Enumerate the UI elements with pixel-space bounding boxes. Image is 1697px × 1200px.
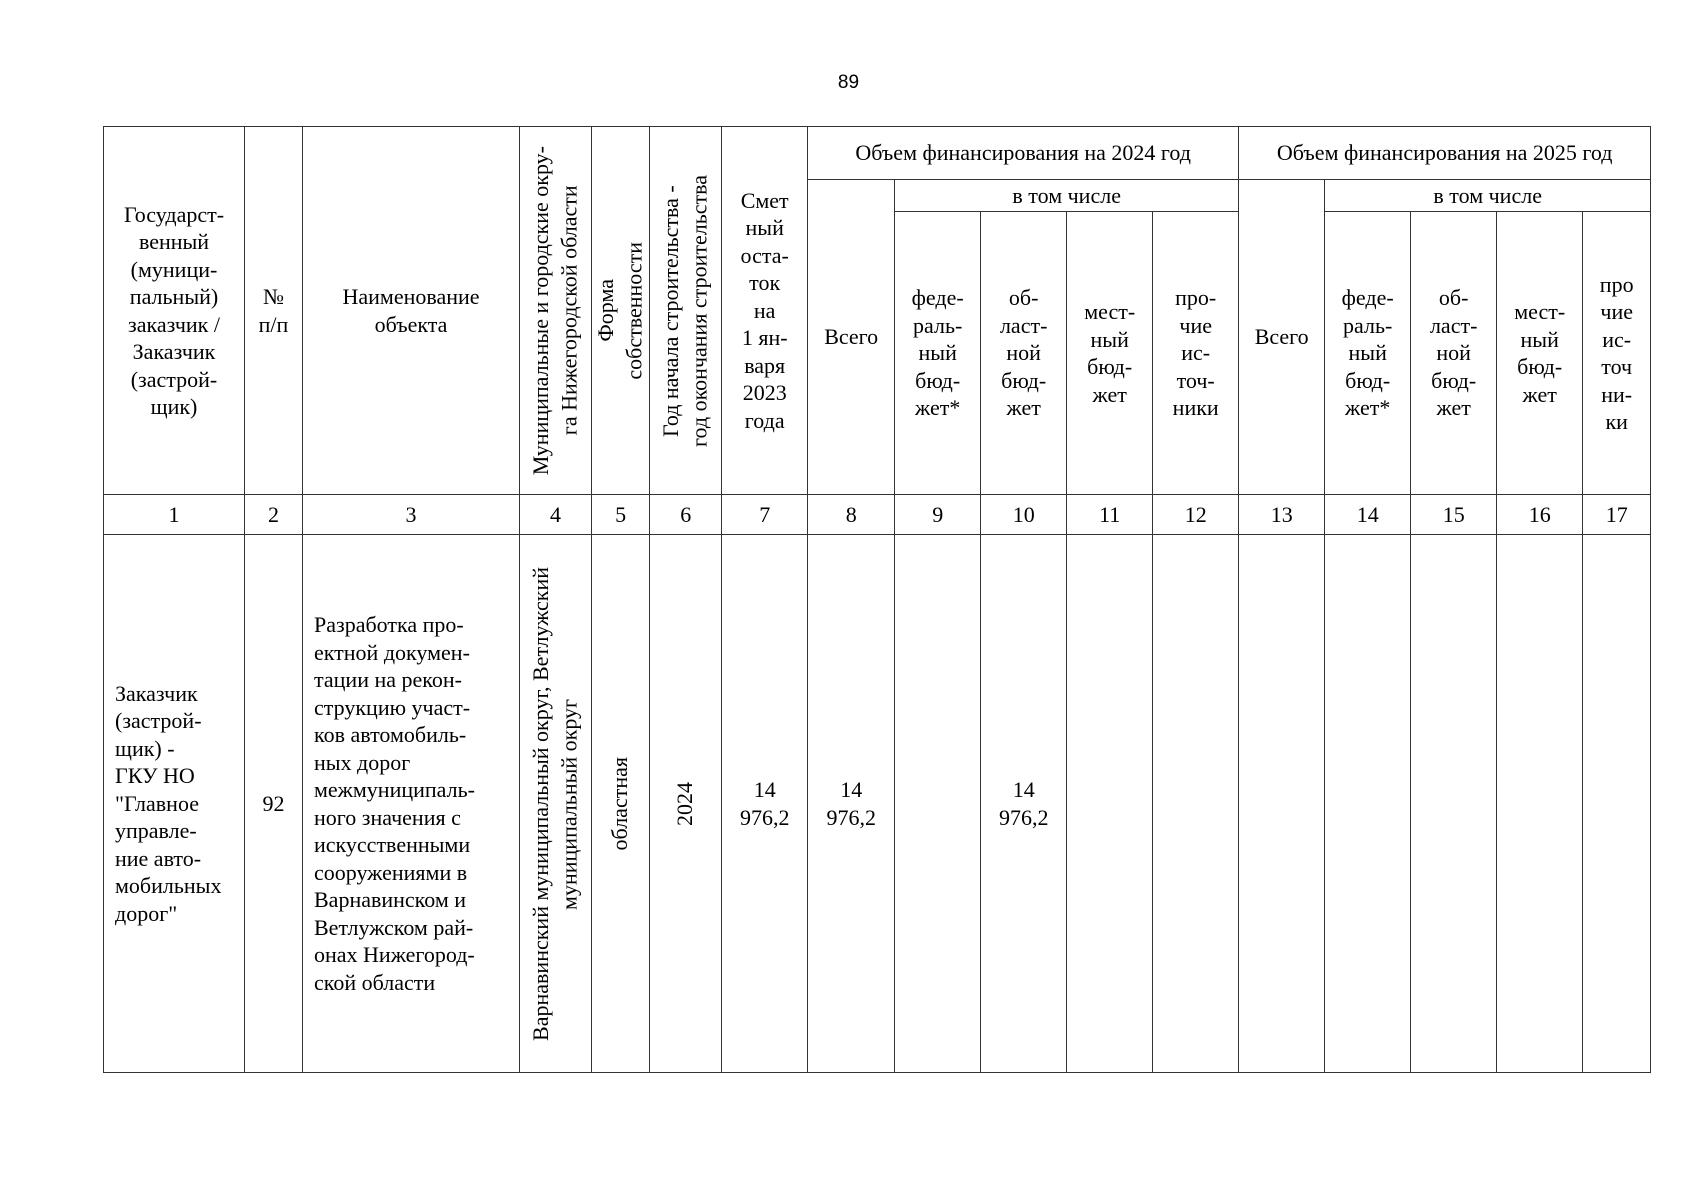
cell-regional-2025 [1411, 535, 1497, 1073]
header-local-2025: мест- ный бюд- жет [1497, 212, 1583, 495]
cell-estimate-balance: 14 976,2 [722, 535, 808, 1073]
column-number: 7 [722, 495, 808, 535]
header-including-2024: в том числе [895, 180, 1239, 212]
cell-local-2024 [1067, 535, 1153, 1073]
header-number: № п/п [245, 127, 303, 495]
column-number: 1 [104, 495, 245, 535]
header-ownership-form: Форма собственности [592, 127, 650, 495]
column-number: 11 [1067, 495, 1153, 535]
cell-object-name: Разработка про- ектной докумен- тации на рекон- струкцию участ- ков автомобиль- ных дорог межмуниципаль- ного значения с искусственными сооружениями в Варнавинском и Ветлужском рай- онах Нижегород- ской области [303, 535, 520, 1073]
header-financing-2025: Объем финансирования на 2025 год [1239, 127, 1651, 180]
column-number: 13 [1239, 495, 1325, 535]
header-including-2025: в том числе [1325, 180, 1651, 212]
page-number: 89 [837, 72, 860, 93]
header-federal-2024: феде- раль- ный бюд- жет* [895, 212, 981, 495]
cell-total-2025 [1239, 535, 1325, 1073]
column-number: 15 [1411, 495, 1497, 535]
column-number: 10 [981, 495, 1067, 535]
column-number: 5 [592, 495, 650, 535]
cell-municipal-districts: Варнавинский муниципальный округ, Ветлужский муниципальный округ [520, 535, 592, 1073]
column-number: 2 [245, 495, 303, 535]
cell-construction-years: 2024 [650, 535, 722, 1073]
cell-number: 92 [245, 535, 303, 1073]
financing-table [103, 126, 1651, 1073]
cell-other-2025 [1583, 535, 1651, 1073]
header-other-2025: про чие ис- точ ни- ки [1583, 212, 1651, 495]
header-regional-2024: об- ласт- ной бюд- жет [981, 212, 1067, 495]
column-number: 3 [303, 495, 520, 535]
cell-federal-2024 [895, 535, 981, 1073]
column-number: 9 [895, 495, 981, 535]
cell-federal-2025 [1325, 535, 1411, 1073]
column-number: 12 [1153, 495, 1239, 535]
header-municipal-districts: Муниципальные и городские окру- га Нижегородской области [520, 127, 592, 495]
column-number: 8 [808, 495, 895, 535]
header-local-2024: мест- ный бюд- жет [1067, 212, 1153, 495]
cell-total-2024: 14 976,2 [808, 535, 895, 1073]
header-total-2024: Всего [808, 180, 895, 495]
cell-local-2025 [1497, 535, 1583, 1073]
header-other-2024: про- чие ис- точ- ники [1153, 212, 1239, 495]
header-financing-2024: Объем финансирования на 2024 год [808, 127, 1239, 180]
cell-regional-2024: 14 976,2 [981, 535, 1067, 1073]
header-customer: Государст- венный (муници- пальный) заказчик / Заказчик (застрой- щик) [104, 127, 245, 495]
table-row [104, 535, 1651, 1073]
column-number: 4 [520, 495, 592, 535]
cell-other-2024 [1153, 535, 1239, 1073]
header-regional-2025: об- ласт- ной бюд- жет [1411, 212, 1497, 495]
column-number: 6 [650, 495, 722, 535]
column-number-row [104, 495, 1651, 535]
column-number: 14 [1325, 495, 1411, 535]
cell-customer: Заказчик (застрой- щик) - ГКУ НО "Главное управле- ние авто- мобильных дорог" [104, 535, 245, 1073]
header-object-name: Наименование объекта [303, 127, 520, 495]
cell-ownership-form: областная [592, 535, 650, 1073]
header-construction-years: Год начала строительства - год окончания строительства [650, 127, 722, 495]
header-federal-2025: феде- раль- ный бюд- жет* [1325, 212, 1411, 495]
header-estimate-balance: Смет ный оста- ток на 1 ян- варя 2023 года [722, 127, 808, 495]
column-number: 16 [1497, 495, 1583, 535]
header-total-2025: Всего [1239, 180, 1325, 495]
column-number: 17 [1583, 495, 1651, 535]
